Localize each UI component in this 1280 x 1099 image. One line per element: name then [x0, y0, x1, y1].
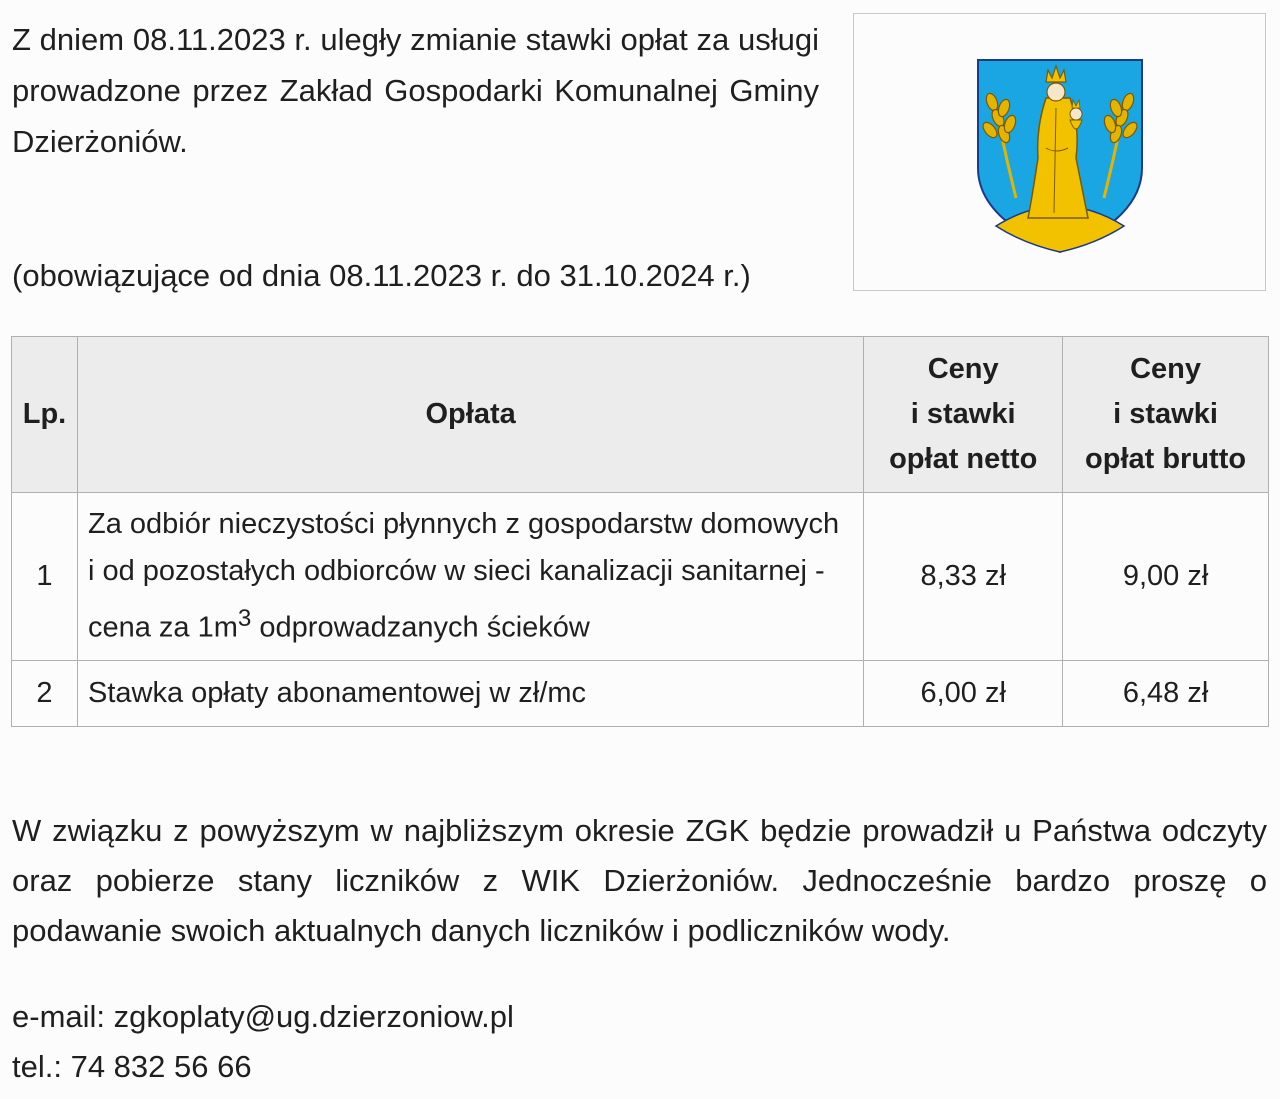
contact-phone: tel.: 74 832 56 66: [12, 1049, 252, 1084]
cell-description: Stawka opłaty abonamentowej w zł/mc: [77, 660, 863, 726]
table-row: [12, 493, 1269, 661]
unit-exponent: 3: [237, 605, 252, 632]
table-row: [12, 660, 1269, 726]
header-gross-line1: Ceny: [1130, 353, 1202, 385]
intro-paragraph: Z dniem 08.11.2023 r. uległy zmianie stawki opłat za usługi prowadzone przez Zakład Gospodarki Komunalnej Gminy Dzierżoniów.: [12, 22, 819, 159]
header-fee: Opłata: [77, 337, 863, 493]
coat-of-arms-icon: [976, 58, 1144, 254]
price-table: [11, 336, 1269, 727]
contact-info: [12, 992, 514, 1092]
validity-period: (obowiązujące od dnia 08.11.2023 r. do 31.10.2024 r.): [12, 258, 751, 293]
notice-paragraph: W związku z powyższym w najbliższym okresie ZGK będzie prowadził u Państwa odczyty oraz pobierze stany liczników z WIK Dzierżoniów. Jednocześnie bardzo proszę o podawanie swoich aktualnych danych liczników i podliczników wody.: [12, 813, 1267, 948]
header-net-line2: i stawki: [910, 398, 1016, 430]
header-net: [864, 337, 1063, 493]
description-text-end: odprowadzanych ścieków: [251, 611, 590, 644]
header-gross: [1063, 337, 1269, 493]
cell-net-price: 6,00 zł: [864, 660, 1063, 726]
header-gross-line3: opłat brutto: [1085, 443, 1247, 475]
header-net-line1: Ceny: [927, 353, 999, 385]
cell-net-price: 8,33 zł: [864, 493, 1063, 661]
cell-description: [77, 493, 863, 661]
contact-email[interactable]: e-mail: zgkoplaty@ug.dzierzoniow.pl: [12, 999, 514, 1034]
cell-gross-price: 6,48 zł: [1063, 660, 1269, 726]
table-header-row: [12, 337, 1269, 493]
cell-lp: 1: [12, 493, 78, 661]
coat-of-arms-frame: [853, 13, 1266, 291]
cell-lp: 2: [12, 660, 78, 726]
header-gross-line2: i stawki: [1113, 398, 1218, 430]
header-lp: Lp.: [12, 337, 78, 493]
header-net-line3: opłat netto: [889, 443, 1038, 475]
cell-gross-price: 9,00 zł: [1063, 493, 1269, 661]
description-text: Za odbiór nieczystości płynnych z gospodarstw domowych i od pozostałych odbiorców w sieci kanalizacji sanitarnej - cena za 1m: [87, 508, 840, 644]
